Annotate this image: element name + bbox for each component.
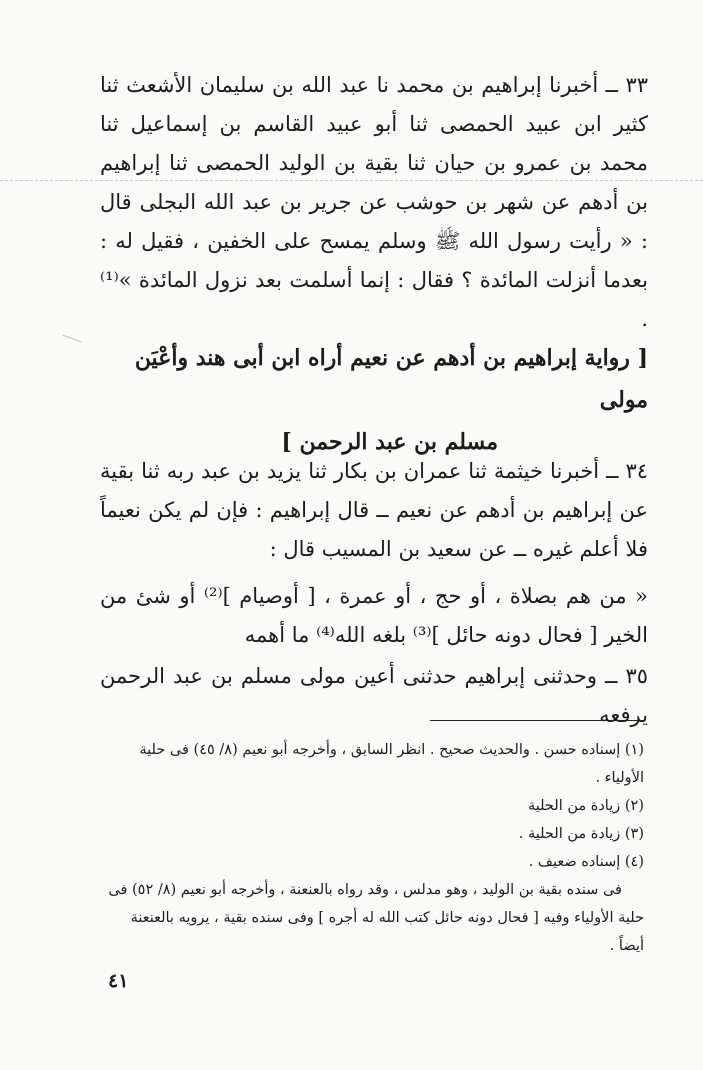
footnote-4-continuation: فى سنده بقية بن الوليد ، وهو مدلس ، وقد رواه بالعنعنة ، وأخرجه أبو نعيم (٨/ ٥٢) فى حلية الأولياء وفيه [ فحال دونه حائل كتب الله له أجره ] وفى سنده بقية ، يرويه بالعنعنة أيضاً . <box>108 882 644 954</box>
hadith-34-isnad: ٣٤ ــ أخبرنا خيثمة ثنا عمران بن بكار ثنا يزيد بن عبد ربه ثنا بقية عن إبراهيم بن أدهم عن نعيم ــ قال إبراهيم : فإن لم يكن نعيماً فلا أعلم غيره ــ عن سعيد بن المسيب قال : <box>100 459 648 561</box>
footnote-3: (٣) زيادة من الحلية . <box>518 826 644 842</box>
scan-artifact-mark <box>62 335 81 343</box>
footnote-2: (٢) زيادة من الحلية <box>527 798 644 814</box>
hadith-35-paragraph: ٣٥ ــ وحدثنى إبراهيم حدثنى أعين مولى مسلم بن عبد الرحمن يرفعه <box>100 664 648 727</box>
footnote-4: (٤) إسناده ضعيف . <box>528 854 644 870</box>
section-heading <box>100 337 648 463</box>
footnote-1: (١) إسناده حسن . والحديث صحيح . انظر السابق ، وأخرجه أبو نعيم (٨/ ٤٥) فى حلية الأولياء . <box>139 742 644 786</box>
footnote-separator <box>430 720 642 721</box>
hadith-33-paragraph: ٣٣ ــ أخبرنا إبراهيم بن محمد نا عبد الله بن سليمان الأشعث ثنا كثير ابن عبيد الحمصى ثنا أبو عبيد القاسم بن إسماعيل ثنا محمد بن عمرو بن حيان ثنا بقية بن الوليد الحمصى ثنا إبراهيم بن أدهم عن شهر بن حوشب عن جرير بن عبد الله البجلى قال : « رأيت رسول الله ﷺ وسلم يمسح على الخفين ، فقيل له : بعدما أنزلت المائدة ؟ فقال : إنما أسلمت بعد نزول المائدة »⁽¹⁾ . <box>100 73 648 331</box>
footnotes <box>104 736 644 960</box>
hadith-34 <box>100 452 648 663</box>
section-heading-line-1: [ رواية إبراهيم بن أدهم عن نعيم أراه ابن أبى هند وأعْيَن مولى <box>134 345 648 413</box>
page-number: ٤١ <box>108 970 129 992</box>
hadith-34-matn: « من هم بصلاة ، أو حج ، أو عمرة ، [ أوصيام ]⁽²⁾ أو شئ من الخير [ فحال دونه حائل ]⁽³⁾ بلغه الله⁽⁴⁾ ما أهمه <box>100 584 648 647</box>
section-heading-line-2: مسلم بن عبد الرحمن ] <box>281 429 498 455</box>
